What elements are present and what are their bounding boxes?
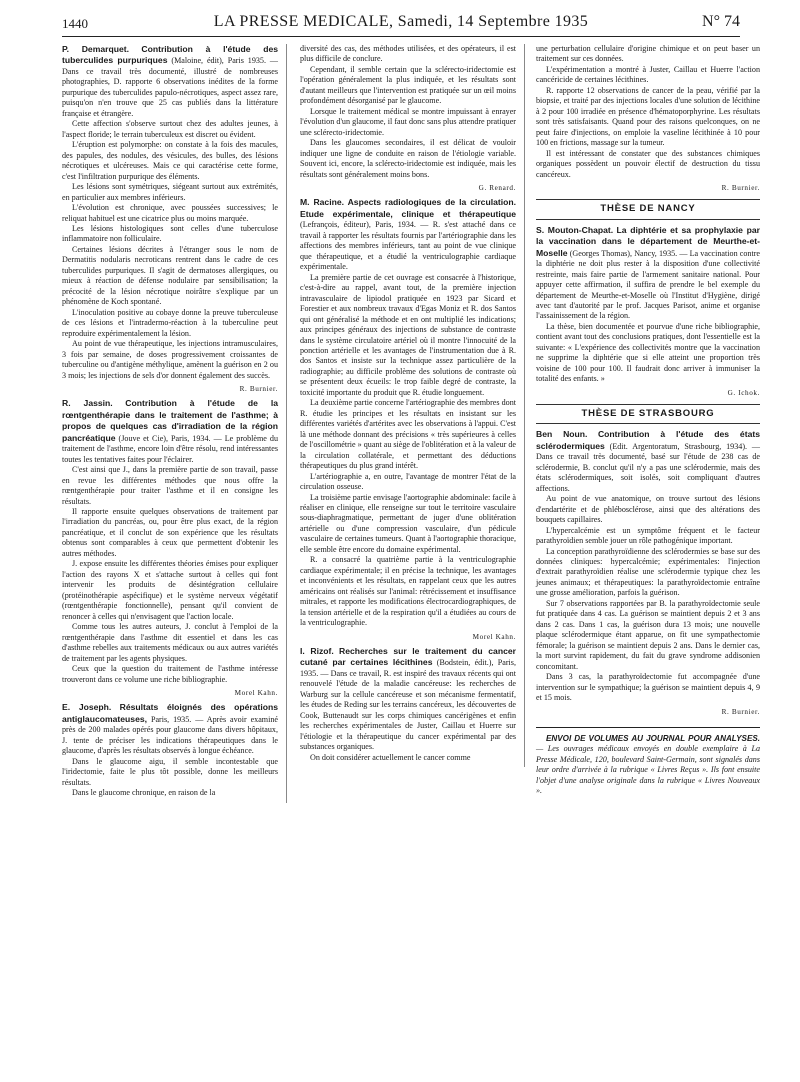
article-paragraph (62, 757, 278, 788)
paragraph-text: La deuxième partie concerne l'artériographie des membres dont R. étudie les principes et les résultats en insistant sur les différentes variétés d'artérites avec les observations à l'appui. C'est là une méthode donnant des précisions « très supérieures à celles de l'oscillométrie » quant au siège de l'oblitération et à la valeur de la circulation collatérale, et permettant des déductions thérapeutiques du plus grand intérêt. (300, 398, 516, 471)
page-header (62, 6, 740, 38)
signature: G. Ichok. (727, 388, 760, 397)
article-paragraph (300, 197, 516, 272)
article-author: E. Joseph. (62, 702, 112, 713)
article-title: La diphtérie et sa prophylaxie par la vaccination dans le département de Meurthe-et-Moselle (536, 224, 760, 258)
issue-number: N° 74 (702, 13, 740, 30)
header-rule (62, 36, 740, 37)
article-paragraph (62, 119, 278, 140)
article-title: Recherches sur le traitement du cancer cutané par certaines lécithines (300, 645, 516, 668)
section-heading: THÈSE DE STRASBOURG (536, 404, 760, 424)
column-left (62, 44, 287, 803)
notice-title: ENVOI DE VOLUMES AU JOURNAL POUR ANALYSES. (546, 733, 760, 743)
article-publication: (Lefrançois, éditeur), Paris, 1934. (300, 220, 416, 230)
paragraph-text: Dans le glaucome aigu, il semble incontestable que l'iridectomie, faite le plus tôt possible, donne les meilleurs résultats. (62, 756, 278, 787)
paragraph-text: — Dans ce travail très documenté, illustré de nombreuses photographies, D. rapporte 6 observations inédites de la forme purpurique des tuberculides papulo-nécrotiques, aspect assez rare, puisqu'on n'en trouve que 25 cas publiés dans la littérature française et étrangère. (62, 56, 278, 118)
article (62, 398, 278, 685)
paragraph-text: — Après avoir examiné près de 200 malades opérés pour glaucome dans divers hôpitaux, J. tente de préciser les indications thérapeutiques dans le glaucome, d'après les résultats observés à longue échéance. (62, 714, 278, 756)
article-paragraph (536, 322, 760, 385)
paragraph-text: — Dans ce travail très documenté, basé sur l'étude de 238 cas de sclérodermie, B. conclut qu'il n'y a pas une sclérodermie, mais des états sclérodermiques, soit isolés, soit compliquant d'autres affections. (536, 441, 760, 493)
article-author: I. Rizof. (300, 645, 334, 656)
article-paragraph (536, 149, 760, 180)
paragraph-text: Comme tous les autres auteurs, J. conclut à l'emploi de la rœntgenthérapie dans l'asthme dit essentiel et dans les cas d'asthme rebelles aux traitements médicaux ou aux autres variétés de traitement par les agents physiques. (62, 622, 278, 663)
article-paragraph (300, 472, 516, 493)
article-paragraph (536, 599, 760, 672)
paragraph-text: L'hypercalcémie est un symptôme fréquent et le facteur parathyroïdien semble jouer un rôle pathogénique important. (536, 525, 760, 546)
paragraph-text: La troisième partie envisage l'aortographie abdominale: facile à réaliser en clinique, elle renseigne sur tout le territoire vasculaire sous-diaphragmatique, permettant de juger d'une oblitération artérielle ou d'une compression vasculaire, d'un pédicule vasculaire de certaines tumeurs. Quant à l'aortographie thoracique, elle semble être encore du domaine expérimental. (300, 492, 516, 554)
article-paragraph (300, 646, 516, 753)
article-paragraph (300, 753, 516, 763)
article-paragraph (62, 398, 278, 465)
article-paragraph (300, 398, 516, 471)
article-publication: (Bodstein, édit.), Paris, 1935. (300, 658, 516, 678)
article-author: Ben Noun. (536, 429, 588, 440)
paragraph-text: Lorsque le traitement médical se montre impuissant à enrayer l'évolution d'un glaucome, il faut donc sans plus attendre pratiquer une sclérecto-iridectomie. (300, 106, 516, 137)
paragraph-text: — R. s'est attaché dans ce travail à rapporter les résultats fournis par l'artériographie dans les affections des membres inférieurs, tant au point de vue clinique que thérapeutique, et a étudié la ventriculographie cardiaque expérimentale. (300, 220, 516, 272)
article-paragraph (62, 622, 278, 664)
paragraph-text: Cependant, il semble certain que la sclérecto-iridectomie est l'opération généralement la plus indiquée, et les résultats sont d'autant meilleurs que l'intervention est pratiquée sur un œil moins profondément désorganisé par le glaucome. (300, 64, 516, 106)
paragraph-text: R. a consacré la quatrième partie à la ventriculographie cardiaque expérimentale; il en précise la technique, les avantages et inconvénients et les résultats, en rappelant ceux que les autres américains ont réalisés sur l'animal: rétrécissement et insuffisance mitrales, et rapporte les modifications électrocardiographiques, de la tension artérielle et de la respiration qu'il a étudiées au cours de la ventriculographie. (300, 555, 516, 628)
notice-box (536, 727, 760, 797)
article-paragraph (62, 702, 278, 756)
article-paragraph (300, 555, 516, 628)
article-author: S. Mouton-Chapat. (536, 224, 614, 235)
article-title: Contribution à l'étude des tuberculides purpuriques (62, 44, 278, 66)
paragraph-text: Certaines lésions décrites à l'étranger sous le nom de Dermatitis nodularis necroticans rentrent dans le cadre de ces tuberculides purpuriques. Il s'agit de dermatoses allergiques, ou mieux à réaction de défense nodulaire par sensibilisation; la précocité de la lésion nécrotique noirâtre s'explique par un phénomène de Koch spontané. (62, 244, 278, 307)
paragraph-text: Les lésions sont symétriques, siégeant surtout aux extrémités, en particulier aux membres inférieurs. (62, 182, 278, 202)
article-paragraph (536, 86, 760, 149)
article-paragraph (300, 65, 516, 107)
article-paragraph (62, 507, 278, 559)
page-number: 1440 (62, 16, 88, 31)
paragraph-text: Il rapporte ensuite quelques observations de traitement par l'irradiation du pancréas, ou, pour être plus exact, de la région pancréatique, et il conclut de son expérience que les résultats obtenus sont comparables à ceux que permettent d'obtenir les autres méthodes. (62, 507, 278, 558)
article-paragraph (62, 465, 278, 507)
article (62, 44, 278, 381)
article-paragraph (62, 559, 278, 622)
article-paragraph (536, 65, 760, 86)
article-author: P. Demarquet. (62, 44, 130, 54)
article-publication: (Georges Thomas), Nancy, 1935. (569, 248, 678, 258)
article-paragraph (62, 182, 278, 203)
paragraph-text: Dans les glaucomes secondaires, il est délicat de vouloir indiquer une ligne de conduite en raison de l'étiologie variable. Souvent ici, encore, la sclérecto-iridectomie est indiquée, mais les résultats sont généralement moins bons. (300, 138, 516, 179)
paragraph-text: La première partie de cet ouvrage est consacrée à l'historique, c'est-à-dire au rappel, avant tout, de la première injection intravasculaire de lipiodol pratiquée en 1923 par Sicard et Forestier et aux nombreux travaux d'Egas Moniz et R. dos Santos qui ont généralisé la méthode et en ont multiplié les indications; aux principes généraux des injections de substance de contraste dans le système circulatoire artériel où il montre l'innocuité de la ponction artérielle et les avantages de l'instrumentation due à R. dos Santos et insiste sur la technique assez particulière de la radiographie; au difficile problème des solutions de contraste où se présentent deux écueils: le trop faible degré de contraste, la toxicité importante du produit que R. étudie longuement. (300, 272, 516, 397)
article-paragraph (536, 526, 760, 547)
notice-paragraph (536, 734, 760, 797)
paragraph-text: Les lésions histologiques sont celles d'une tuberculose inflammatoire non folliculaire. (62, 223, 278, 244)
journal-title: LA PRESSE MEDICALE, Samedi, 14 Septembre 1935 (213, 13, 589, 30)
article-paragraph (300, 493, 516, 556)
paragraph-text: R. rapporte 12 observations de cancer de la peau, vérifié par la biopsie, et traité par des injections locales d'une solution de lécithine à 2 pour 100 irradiée en présence d'hématoporphyrine. Les résultats sont très satisfaisants. Quand pour des raisons quelconques, on ne peut faire d'injections, on emploie la vaseline lécithinée à 10 pour 100 en frictions, massage sur la tumeur. (536, 85, 760, 148)
article-paragraph (536, 547, 760, 599)
article-paragraph (300, 273, 516, 399)
signature: G. Renard. (478, 184, 516, 193)
paragraph-text: On doit considérer actuellement le cancer comme (310, 752, 471, 762)
paragraph-text: L'évolution est chronique, avec poussées successives; le reliquat habituel est une cicatrice plus ou moins marquée. (62, 203, 278, 223)
article-paragraph (300, 107, 516, 138)
article-publication: (Jouve et Cie), Paris, 1934. (118, 433, 211, 443)
article (536, 225, 760, 385)
article-publication: (Maloine, édit), Paris 1935. (171, 56, 266, 66)
paragraph-text: La conception parathyroïdienne des sclérodermies se base sur des données cliniques: hypercalcémie; expérimentales: l'injection d'extrait parathyroïdien réalise une sclérodermie typique chez les jeunes animaux; et thérapeutiques: la parathyroïdectomie entraîne une grosse amélioration, parfois la guérison. (536, 546, 760, 598)
article (300, 197, 516, 628)
paragraph-text: Sur 7 observations rapportées par B. la parathyroïdectomie seule fut pratiquée dans 4 cas. La guérison se maintient depuis 2 et 3 ans dans 2 cas. Dans 1 cas, la guérison dura 13 mois; une nouvelle plaque sclérodermique étant apparue, on fit une sympathectomie fémorale; la guérison se maintient depuis 2 ans. Dans le dernier cas, la mort survint rapidement, du fait du grave syndrome addisonien concomitant. (536, 598, 760, 671)
paragraph-text: L'expérimentation a montré à Juster, Caillau et Huerre l'action cancéricide de certaines lécithines. (536, 64, 760, 85)
column-right (536, 44, 760, 797)
paragraph-text: J. expose ensuite les différentes théories émises pour expliquer l'action des rayons X et s'attache surtout à celles qui font intervenir les produits de désintégration cellulaire (protéinothérapie aspécifique) et le système nerveux végétatif (rœntgenthérapie fonctionnelle), pensant qu'il convient de renoncer à celles qui n'envisagent que l'action locale. (62, 559, 278, 621)
article-paragraph (62, 245, 278, 308)
paragraph-text: Dans 3 cas, la parathyroïdectomie fut accompagnée d'une intervention sur le sympathique; la guérison se maintient depuis 4, 9 et 15 mois. (536, 672, 760, 703)
paragraph-text: Il est intéressant de constater que des substances chimiques organiques possèdent un pouvoir électif de destruction du tissu cancéreux. (536, 148, 760, 179)
article-paragraph (62, 44, 278, 119)
paragraph-text: diversité des cas, des méthodes utilisées, et des opérateurs, il est plus difficile de conclure. (300, 44, 516, 64)
signature: Morel Kahn. (472, 632, 516, 641)
article-title: Résultats éloignés des opérations antiglaucomateuses, (62, 702, 279, 724)
article-author: R. Jassin. (62, 398, 113, 409)
paragraph-text: L'artériographie a, en outre, l'avantage de montrer l'état de la circulation osseuse. (300, 471, 516, 492)
article-paragraph (300, 44, 516, 65)
article-publication: (Edit. Argentoratum, Strasbourg, 1934). (609, 441, 748, 451)
paragraph-text: — Dans ce travail, R. est inspiré des travaux récents qui ont renouvelé l'étude de la maladie cancéreuse: les recherches de Warburg sur la cellule cancéreuse et son mécanisme fermentatif, les études de Reding sur les terrains cancéreux, les découvertes de Cook, Buttenaudt sur les corps chimiques cancérigènes et enfin les recherches expérimentales de Juster, Caillau et Huerre sur l'étiologie et la thérapeutique du cancer expérimental par des substances organiques. (300, 668, 516, 752)
article-paragraph (62, 788, 278, 798)
article-paragraph (536, 44, 760, 65)
paragraph-text: C'est ainsi que J., dans la première partie de son travail, passe en revue les différentes méthodes que nous offre la rœntgenthérapie pour traiter l'asthme et il en consigne les résultats. (62, 465, 278, 506)
paragraph-text: Au point de vue thérapeutique, les injections intramusculaires, 3 fois par semaine, de doses progressivement croissantes de tuberculine ou d'antigène méthylique, amènent la guérison en 2 ou 3 mois; les injections de sels d'or donnent également des succès. (62, 339, 278, 380)
signature: R. Burnier. (239, 385, 278, 393)
article-paragraph (62, 664, 278, 685)
article (300, 44, 516, 180)
article-title: Aspects radiologiques de la circulation. Etude expérimentale, clinique et thérapeutique (300, 197, 516, 219)
paragraph-text: une perturbation cellulaire d'origine chimique et on peut baser un traitement sur ces données. (536, 44, 760, 64)
paragraph-text: Cette affection s'observe surtout chez des adultes jeunes, à l'aspect floride; le terrain tuberculeux est discret ou évident. (62, 119, 278, 139)
paragraph-text: La thèse, bien documentée et pourvue d'une riche bibliographie, contient avant tout des conclusions pratiques, dont l'essentielle est la suivante: « L'expérience des collectivités montre que la vaccination ne supprime la diphtérie que si elle atteint une proportion très voisine de 100 pour 100. Il faudrait donc arriver à immuniser la totalité des enfants. » (536, 321, 760, 384)
signature: R. Burnier. (721, 184, 760, 193)
paragraph-text: Au point de vue anatomique, on trouve surtout des lésions d'endartérite et de phlébosclérose, ainsi que des altérations des bouquets capillaires. (536, 494, 760, 525)
signature: R. Burnier. (721, 707, 760, 716)
article-paragraph (536, 672, 760, 703)
paragraph-text: — La vaccination contre la diphtérie ne doit plus rester à la disposition d'une collectivité restreinte, mais faire partie de l'armement sanitaire national. Pour appuyer cette affirmation, il suffira de prendre le bel exemple du département de Meurthe-et-Moselle où l'Institut d'Hygiène, dirigé avec tant d'autorité par le prof. Jacques Parisot, anime et organise l'assainissement de la région. (536, 248, 760, 321)
article-paragraph (62, 308, 278, 339)
article-paragraph (536, 429, 760, 494)
paragraph-text: — Le problème du traitement de l'asthme, encore loin d'être résolu, rend intéressantes toutes les tentatives faites pour l'éclairer. (62, 433, 278, 464)
article-title: Contribution à l'étude des états sclérodermiques (536, 429, 760, 451)
paragraph-text: Dans le glaucome chronique, en raison de la (72, 788, 216, 798)
paragraph-text: L'éruption est polymorphe: on constate à la fois des macules, des papules, des nodules, des vésicules, des bulles, des lésions nécrotiques et ulcéreuses. Mais ce qui caractérise cette forme, c'est l'infiltration purpurique des éléments. (62, 140, 278, 181)
article-paragraph (62, 203, 278, 224)
article-publication: Paris, 1935. (150, 714, 192, 724)
article (536, 429, 760, 703)
article (536, 44, 760, 180)
article-paragraph (300, 138, 516, 180)
signature: Morel Kahn. (234, 688, 278, 697)
article-paragraph (536, 494, 760, 525)
article (300, 646, 516, 763)
notice-text: — Les ouvrages médicaux envoyés en double exemplaire à La Presse Médicale, 120, boulevard Saint-Germain, sont signalés dans leur ordre d'arrivée à la rubrique « Livres Reçus ». Ils font ensuite l'objet d'une analyse originale dans la rubrique « Livres Nouveaux ». (536, 744, 760, 796)
paragraph-text: L'inoculation positive au cobaye donne la preuve tuberculeuse de ces lésions et l'intradermo-réaction à la tuberculine peut reproduire expérimentalement la lésion. (62, 307, 278, 338)
article-paragraph (62, 224, 278, 245)
paragraph-text: Ceux que la question du traitement de l'asthme intéresse trouveront dans ce volume une riche bibliographie. (62, 664, 278, 684)
article-paragraph (62, 339, 278, 381)
article-paragraph (62, 140, 278, 182)
section-heading: THÈSE DE NANCY (536, 199, 760, 219)
article (62, 702, 278, 798)
article-title: Contribution à l'étude de la rœntgenthérapie dans le traitement de l'asthme; à propos de quelques cas d'irradiation de la région pancréatique (62, 398, 278, 443)
article-paragraph (536, 225, 760, 322)
column-middle (300, 44, 525, 767)
article-author: M. Racine. (300, 197, 345, 208)
